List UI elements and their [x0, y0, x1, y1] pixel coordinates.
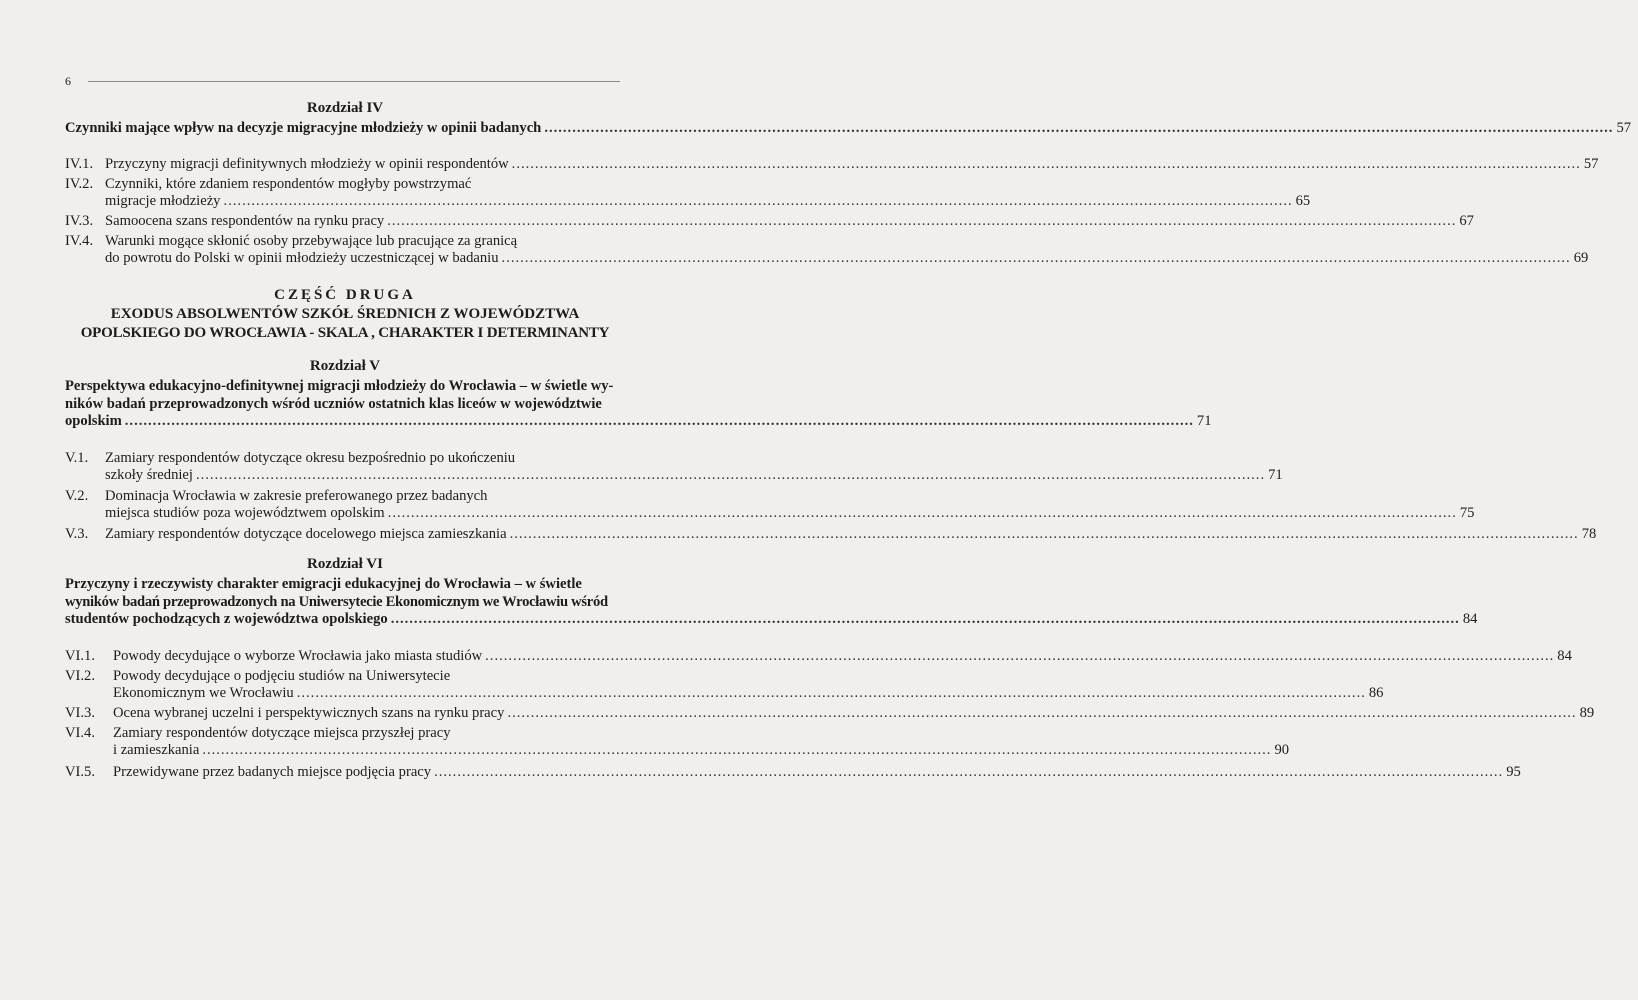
chapter-6: [65, 556, 1478, 629]
toc-item-text: szkoły średniej: [105, 467, 193, 483]
part-two-title-line-1: EXODUS ABSOLWENTÓW SZKÓŁ ŚREDNICH Z WOJEWÓDZTWA: [110, 306, 580, 322]
chapter-6-title-line: Przyczyny i rzeczywisty charakter emigracji edukacyjnej do Wrocławia – w świetle: [65, 576, 582, 592]
toc-item-text-block: [113, 668, 1383, 702]
chapter-5-page: 71: [1196, 413, 1212, 429]
leader-dots: [512, 156, 1581, 173]
toc-item-page: 78: [1581, 526, 1597, 542]
leader-dots: [434, 764, 1503, 781]
leader-dots: [387, 213, 1456, 230]
chapter-5-title-line: ników badań przeprowadzonych wśród uczniów ostatnich klas liceów w województwie: [65, 395, 602, 412]
chapter-4-title-row: [65, 120, 1632, 138]
toc-item-line: [105, 193, 1310, 210]
toc-item: [65, 526, 1597, 543]
leader-dots: [507, 705, 1576, 722]
toc-item: [65, 450, 1283, 484]
chapter-4: [65, 100, 1632, 138]
toc-item-text: i zamieszkania: [113, 742, 200, 758]
toc-item-page: 69: [1573, 250, 1589, 266]
toc-item-line: [105, 505, 1522, 522]
chapter-5-heading: Rozdział V: [309, 358, 381, 374]
toc-item-text: Powody decydujące o wyborze Wrocławia jako miasta studiów: [113, 648, 483, 664]
toc-item: [65, 488, 1475, 522]
toc-item: [65, 725, 1290, 759]
toc-item: [65, 233, 1589, 267]
toc-item-line: [105, 526, 1638, 543]
header-rule: [88, 81, 620, 82]
toc-item-text-block: [105, 176, 1310, 210]
leader-dots: [125, 413, 1194, 431]
toc-item-text: Przyczyny migracji definitywnych młodzieży w opinii respondentów: [105, 156, 509, 172]
chapter-4-heading: Rozdział IV: [306, 100, 384, 116]
toc-item-number: V.2.: [65, 488, 89, 504]
toc-item-text: do powrotu do Polski w opinii młodzieży uczestniczącej w badaniu: [105, 250, 499, 266]
toc-item-text-block: [113, 725, 1289, 759]
toc-item-text: Powody decydujące o podjęciu studiów na Uniwersytecie: [113, 668, 451, 684]
toc-item-number: V.1.: [65, 450, 89, 466]
toc-item-text-block: [105, 233, 1588, 267]
toc-item-line: [105, 250, 1588, 267]
chapter-6-page: 84: [1462, 611, 1478, 627]
toc-item: [65, 213, 1474, 230]
toc-item-page: 86: [1368, 685, 1384, 701]
toc-item-page: 65: [1295, 193, 1311, 209]
toc-item-text: Samoocena szans respondentów na rynku pracy: [105, 213, 385, 229]
leader-dots: [202, 742, 1271, 759]
chapter-4-items: [65, 156, 1599, 267]
toc-item-line: [113, 742, 1289, 759]
chapter-6-heading: Rozdział VI: [307, 556, 383, 572]
toc-item-text: Zamiary respondentów dotyczące miejsca przyszłej pracy: [113, 725, 451, 741]
toc-item-line: [113, 685, 1383, 702]
toc-item-page: 89: [1579, 705, 1595, 721]
toc-item: [65, 668, 1384, 702]
toc-item-number: IV.2.: [65, 176, 94, 192]
toc-item-text: Ekonomicznym we Wrocławiu: [113, 685, 294, 701]
chapter-6-title-line: wyników badań przeprowadzonych na Uniwersytecie Ekonomicznym we Wrocławiu wśród: [65, 593, 608, 610]
toc-item-line: [105, 156, 1598, 173]
page-number: 6: [65, 74, 71, 88]
chapter-6-title-row: [65, 611, 1478, 629]
toc-item-page: 90: [1274, 742, 1290, 758]
chapter-6-title-line: studentów pochodzących z województwa opolskiego: [65, 611, 388, 627]
toc-item: [65, 764, 1521, 781]
chapter-4-page: 57: [1616, 120, 1632, 136]
toc-item-page: 67: [1459, 213, 1474, 229]
toc-item-line: [105, 467, 1283, 484]
toc-item-text: migracje młodzieży: [105, 193, 221, 209]
toc-item-text-block: [105, 450, 1283, 484]
toc-item: [65, 705, 1595, 722]
toc-item-page: 57: [1583, 156, 1599, 172]
toc-item-number: VI.3.: [65, 705, 95, 721]
leader-dots: [510, 526, 1579, 543]
part-two-title-line-2: OPOLSKIEGO DO WROCŁAWIA - SKALA , CHARAKTER I DETERMINANTY: [80, 325, 610, 341]
leader-dots: [544, 120, 1613, 138]
toc-item-number: V.3.: [65, 526, 89, 542]
leader-dots: [485, 648, 1554, 665]
leader-dots: [391, 611, 1460, 629]
toc-item-line: [105, 213, 1474, 230]
toc-item-text-block: [105, 488, 1522, 522]
toc-item: [65, 156, 1599, 173]
toc-item: [65, 176, 1311, 210]
chapter-4-title: Czynniki mające wpływ na decyzje migracyjne młodzieży w opinii badanych: [65, 120, 542, 136]
toc-item-text: Dominacja Wrocławia w zakresie preferowanego przez badanych: [105, 488, 488, 504]
chapter-5-title-line: opolskim: [65, 413, 122, 429]
toc-item-line: [113, 764, 1521, 781]
chapter-5-title: [65, 378, 1212, 431]
toc-item-page: 71: [1268, 467, 1283, 483]
toc-item-text: Zamiary respondentów dotyczące docelowego miejsca zamieszkania: [105, 526, 507, 542]
part-two-label: CZĘŚĆ DRUGA: [274, 287, 416, 303]
leader-dots: [223, 193, 1292, 210]
part-two: [65, 286, 625, 343]
toc-item-line: [113, 705, 1594, 722]
toc-item-page: 84: [1557, 648, 1572, 664]
chapter-6-title: [65, 576, 1478, 629]
toc-item-number: VI.1.: [65, 648, 95, 664]
toc-item-text: Zamiary respondentów dotyczące okresu bezpośrednio po ukończeniu: [105, 450, 516, 466]
chapter-5-title-line: Perspektywa edukacyjno-definitywnej migracji młodzieży do Wrocławia – w świetle wy-: [65, 378, 614, 394]
chapter-6-items: [65, 648, 1595, 781]
toc-item-line: [113, 648, 1572, 665]
toc-item-page: 95: [1506, 764, 1521, 780]
toc-item-text: Warunki mogące skłonić osoby przebywające lub pracujące za granicą: [105, 233, 518, 249]
toc-item-page: 75: [1459, 505, 1475, 521]
toc-item-number: IV.3.: [65, 213, 94, 229]
toc-item-number: IV.1.: [65, 156, 94, 172]
toc-item-text: Przewidywane przez badanych miejsce podjęcia pracy: [113, 764, 432, 780]
toc-item-number: IV.4.: [65, 233, 94, 249]
chapter-5-items: [65, 450, 1597, 543]
toc-item-number: VI.4.: [65, 725, 95, 741]
chapter-5: [65, 358, 1212, 431]
toc-item-number: VI.5.: [65, 764, 95, 780]
toc-item: [65, 648, 1572, 665]
toc-item-text: Ocena wybranej uczelni i perspektywicznych szans na rynku pracy: [113, 705, 505, 721]
toc-item-text: miejsca studiów poza województwem opolskim: [105, 505, 385, 521]
toc-item-number: VI.2.: [65, 668, 95, 684]
leader-dots: [502, 250, 1571, 267]
leader-dots: [297, 685, 1366, 702]
chapter-5-title-row: [65, 413, 1212, 431]
leader-dots: [388, 505, 1457, 522]
toc-item-text: Czynniki, które zdaniem respondentów mogłyby powstrzymać: [105, 176, 472, 192]
leader-dots: [196, 467, 1265, 484]
